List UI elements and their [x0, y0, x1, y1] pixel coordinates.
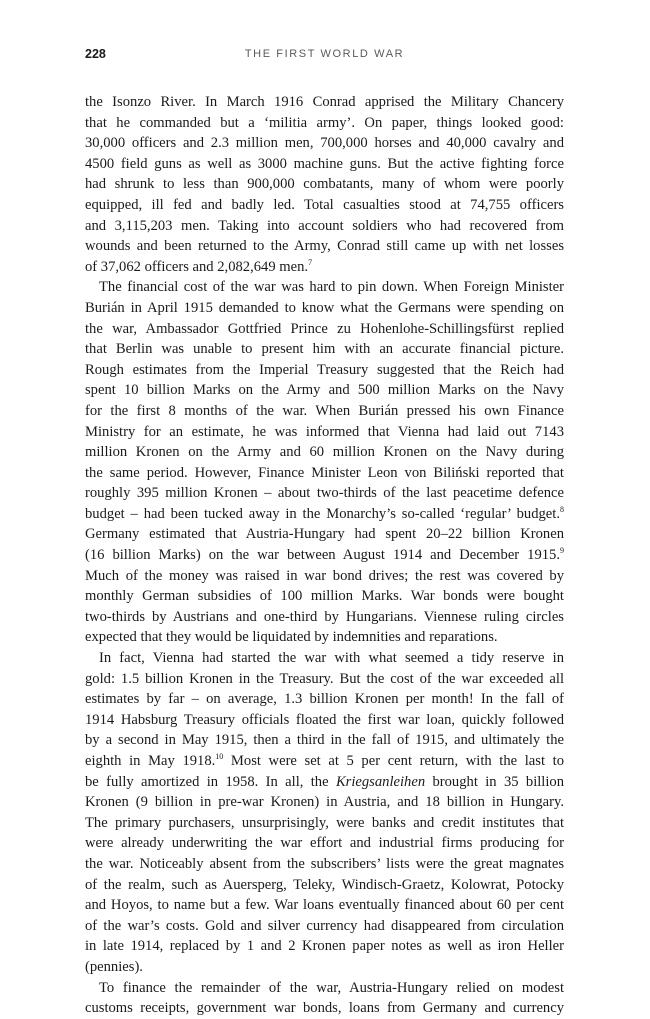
text-line: and Hoyos, to name but a few. War loans eventually financed about 60 per cent — [85, 897, 564, 914]
text-line: In fact, Vienna had started the war with what seemed a tidy reserve in — [99, 650, 564, 667]
text-line: gold: 1.5 billion Kronen in the Treasury. But the cost of the war exceeded all — [85, 670, 564, 687]
paragraph-1 — [85, 92, 564, 277]
paragraph-2 — [85, 277, 564, 648]
text-line: equipped, ill fed and badly led. Total casualties stood at 74,755 officers — [85, 196, 564, 213]
text-line: the same period. However, Finance Minister Leon von Biliński reported that — [85, 464, 564, 481]
text-line: the war, Ambassador Gottfried Prince zu Hohenlohe-Schillingsfürst replied — [85, 320, 564, 337]
text-line: the war. Noticeably absent from the subscribers’ lists were the great magnates — [85, 855, 564, 872]
text-line — [85, 545, 564, 566]
text-line: roughly 395 million Kronen – about two-thirds of the last peacetime defence — [85, 485, 564, 502]
text-segment: eighth in May 1918. — [85, 753, 216, 769]
paragraph-3 — [85, 648, 564, 978]
text-line: monthly German subsidies of 100 million Marks. War bonds were bought — [85, 588, 564, 605]
text-line: of the realm, such as Auersperg, Teleky, Windisch-Graetz, Kolowrat, Potocky — [85, 876, 564, 893]
text-line: To finance the remainder of the war, Austria-Hungary relied on modest — [99, 979, 564, 996]
text-line: Burián in April 1915 demanded to know what the Germans were spending on — [85, 299, 564, 316]
text-line: Germany estimated that Austria-Hungary had spent 20–22 billion Kronen — [85, 526, 564, 543]
text-line: customs receipts, government war bonds, loans from Germany and currency — [85, 1000, 564, 1017]
text-line: 1914 Habsburg Treasury officials floated the first war loan, quickly followed — [85, 711, 564, 728]
text-line: estimates by far – on average, 1.3 billion Kronen per month! In the fall of — [85, 691, 564, 708]
text-line: Kronen (9 billion in pre-war Kronen) in Austria, and 18 billion in Hungary. — [85, 794, 564, 811]
text-line: Ministry for an estimate, he was informed that Vienna had laid out 7143 — [85, 423, 564, 440]
text-segment: (16 billion Marks) on the war between August 1914 and December 1915. — [85, 547, 560, 564]
text-line: were already underwriting the war effort and industrial firms producing for — [85, 835, 564, 852]
footnote-marker: 9 — [560, 546, 564, 556]
text-line: had shrunk to less than 900,000 combatants, many of whom were poorly — [85, 176, 564, 193]
running-head-title: THE FIRST WORLD WAR — [244, 48, 405, 60]
text-line: 30,000 officers and 2.3 million men, 700,000 horses and 40,000 cavalry and — [85, 135, 564, 152]
text-segment: of 37,062 officers and 2,082,649 men. — [85, 258, 309, 275]
footnote-marker: 7 — [308, 257, 313, 267]
text-line: for the first 8 months of the war. When Burián pressed his own Finance — [85, 402, 564, 419]
text-line: Rough estimates from the Imperial Treasury suggested that the Reich had — [85, 361, 564, 378]
footnote-marker: 10 — [215, 752, 224, 761]
text-segment: brought in 35 billion — [425, 773, 564, 790]
text-line: expected that they would be liquidated by indemnities and reparations. — [85, 629, 498, 646]
paragraph-4 — [85, 978, 564, 1019]
text-line — [85, 257, 564, 278]
text-line: The financial cost of the war was hard to pin down. When Foreign Minister — [99, 279, 564, 296]
page-header — [85, 47, 564, 65]
text-line — [85, 751, 564, 772]
text-line: 4500 field guns as well as 3000 machine guns. But the active fighting force — [85, 155, 564, 172]
text-line — [85, 772, 564, 793]
text-line: that Berlin was unable to present him with an accurate financial picture. — [85, 341, 564, 358]
text-line: and 3,115,203 men. Taking into account soldiers who had recovered from — [85, 217, 564, 234]
text-segment: be fully amortized in 1958. In all, the — [85, 773, 336, 790]
text-line: spent 10 billion Marks on the Army and 500 million Marks on the Navy — [85, 382, 564, 399]
text-segment: budget – had been tucked away in the Monarchy’s so-called ‘regular’ budget. — [85, 505, 560, 522]
text-line — [85, 504, 564, 525]
text-line: Much of the money was raised in war bond drives; the rest was covered by — [85, 567, 564, 584]
text-line: two-thirds by Austrians and one-third by Hungarians. Viennese ruling circles — [85, 608, 564, 625]
page-number: 228 — [85, 47, 106, 61]
text-line: million Kronen on the Army and 60 million Kronen on the Navy during — [85, 444, 564, 461]
text-line: The primary purchasers, unsurprisingly, were banks and credit institutes that — [85, 814, 564, 831]
text-segment: Most were set at 5 per cent return, with the last to — [223, 753, 564, 769]
body-text — [85, 92, 564, 1019]
text-line: in late 1914, replaced by 1 and 2 Kronen paper notes as well as iron Heller — [85, 938, 564, 955]
text-line: the Isonzo River. In March 1916 Conrad apprised the Military Chancery — [85, 94, 564, 110]
text-line: (pennies). — [85, 958, 143, 975]
text-line: by a second in May 1915, then a third in the fall of 1915, and ultimately the — [85, 732, 564, 749]
text-line: that he commanded but a ‘militia army’. On paper, things looked good: — [85, 114, 564, 131]
text-line: wounds and been returned to the Army, Conrad still came up with net losses — [85, 238, 564, 255]
footnote-marker: 8 — [560, 504, 564, 514]
text-line: of the war’s costs. Gold and silver currency had disappeared from circulation — [85, 917, 564, 934]
italic-term: Kriegsanleihen — [335, 773, 426, 790]
